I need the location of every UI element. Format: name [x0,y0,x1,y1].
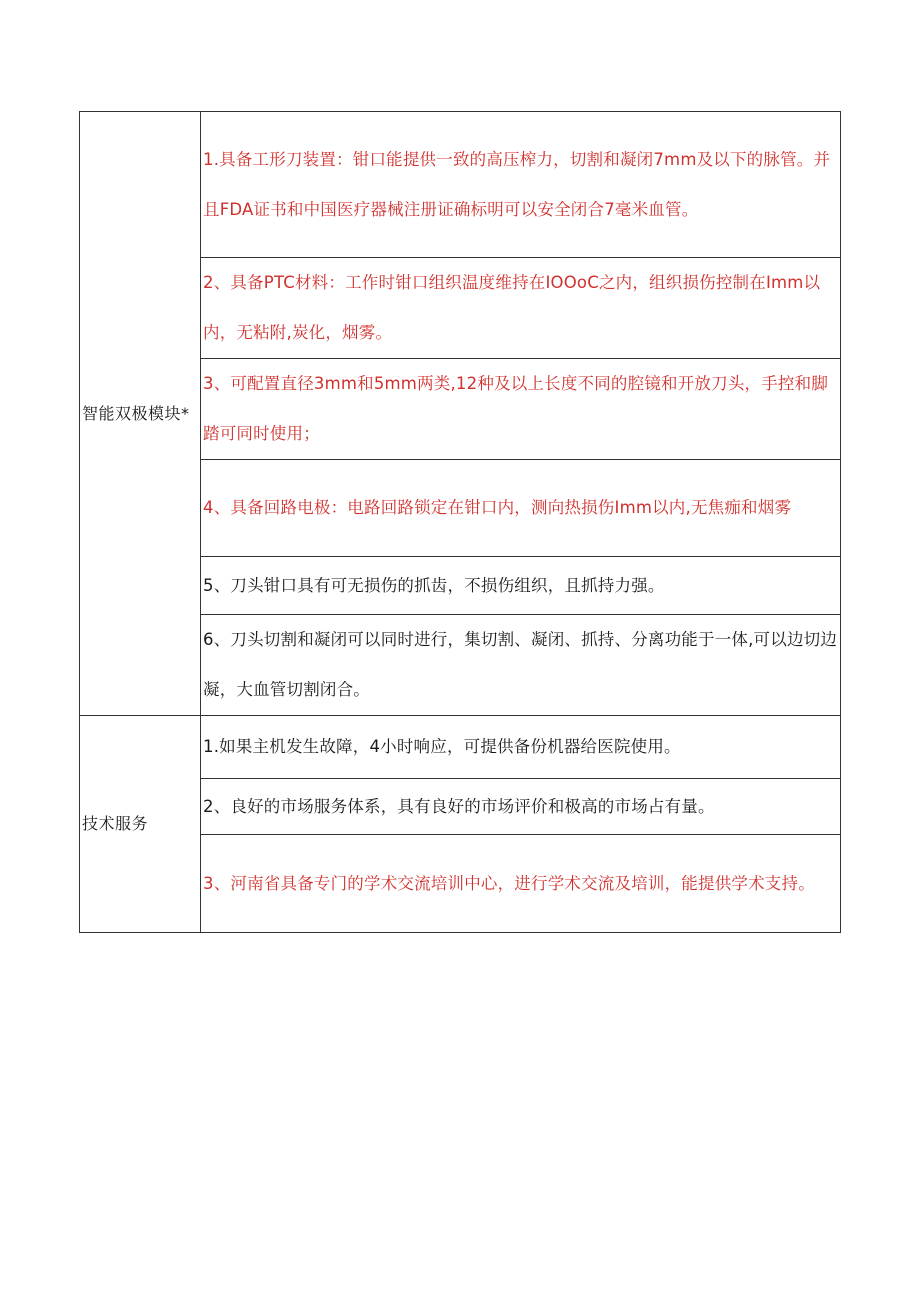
category-label: 技术服务 [82,814,149,833]
spec-item [201,835,841,933]
table-row [80,112,841,258]
spec-item [201,716,841,779]
spec-item-text: 6、刀头切割和凝闭可以同时进行，集切割、凝闭、抓持、分离功能于一体,可以边切边凝，大血管切割闭合。 [203,630,838,699]
spec-item [201,779,841,835]
spec-item-text: 1.具备工形刀装置：钳口能提供一致的高压榨力，切割和凝闭7mm及以下的脉管。并且FDA证书和中国医疗器械注册证确标明可以安全闭合7毫米血管。 [203,149,831,219]
spec-item-text: 1.如果主机发生故障，4小时响应，可提供备份机器给医院使用。 [203,737,681,756]
spec-item-text: 3、河南省具备专门的学术交流培训中心，进行学术交流及培训，能提供学术支持。 [203,873,815,893]
spec-item-text: 3、可配置直径3mm和5mm两类,12种及以上长度不同的腔镜和开放刀头，手控和脚踏可同时使用； [203,374,829,443]
spec-item-text: 2、具备PTC材料：工作时钳口组织温度维持在IOOoC之内，组织损伤控制在Imm以内，无粘附,炭化，烟雾。 [203,273,821,342]
spec-item-text: 2、良好的市场服务体系，具有良好的市场评价和极高的市场占有量。 [203,796,715,816]
spec-item [201,359,841,460]
category-cell-tech-service [80,716,201,933]
spec-item [201,557,841,615]
category-cell-bipolar-module [80,112,201,716]
spec-item-text: 4、具备回路电极：电路回路锁定在钳口内，测向热损伤Imm以内,无焦痂和烟雾 [203,498,792,517]
table-row [80,716,841,779]
spec-item [201,112,841,258]
spec-item [201,615,841,716]
spec-item [201,460,841,557]
spec-item-text: 5、刀头钳口具有可无损伤的抓齿，不损伤组织，且抓持力强。 [203,575,665,595]
requirements-table [79,111,841,933]
spec-item [201,258,841,359]
category-label: 智能双极模块* [82,403,190,423]
